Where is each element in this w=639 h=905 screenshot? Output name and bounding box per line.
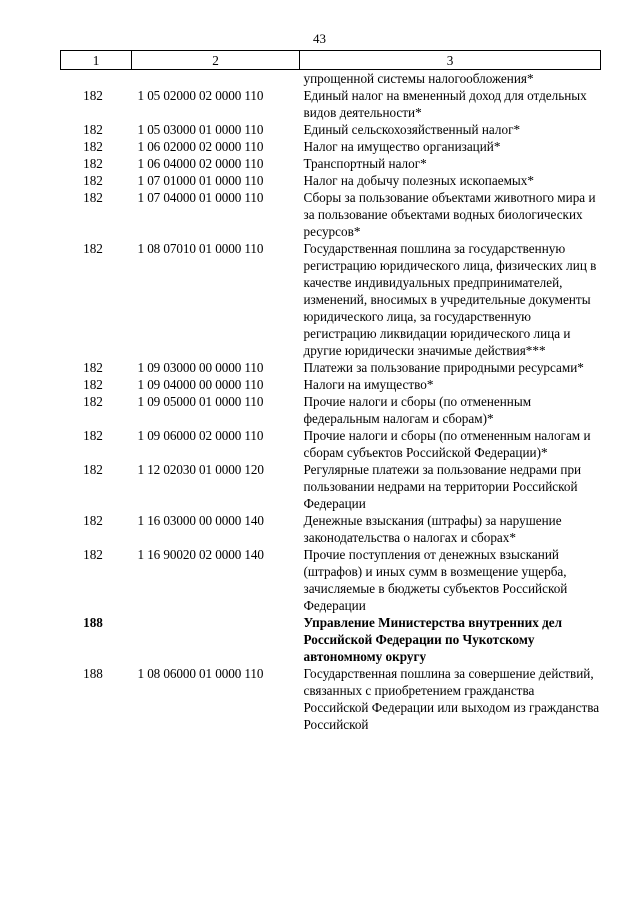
page-number: 43	[313, 31, 326, 46]
table-row	[61, 614, 601, 665]
revenue-name-cell: Единый сельскохозяйственный налог*	[303, 122, 521, 137]
header-col-2: 2	[132, 51, 300, 70]
revenue-name-cell: Прочие налоги и сборы (по отмененным федеральным налогам и сборам)*	[303, 394, 532, 426]
revenue-name-cell: Денежные взыскания (штрафы) за нарушение законодательства о налогах и сборах*	[303, 513, 562, 545]
revenue-name-cell: Налоги на имущество*	[303, 377, 434, 392]
table-row	[61, 155, 601, 172]
admin-code-cell: 182	[83, 360, 103, 375]
admin-code-cell: 188	[83, 615, 103, 630]
table-row	[61, 87, 601, 121]
budget-code-cell: 1 06 02000 02 0000 110	[137, 139, 264, 154]
admin-code-cell: 182	[83, 88, 103, 103]
budget-code-cell: 1 05 02000 02 0000 110	[137, 88, 264, 103]
table-row	[61, 546, 601, 614]
revenue-codes-table	[60, 50, 601, 733]
revenue-name-cell: Сборы за пользование объектами животного мира и за пользование объектами водных биологических ресурсов*	[303, 190, 596, 239]
revenue-name-cell: Управление Министерства внутренних дел Российской Федерации по Чукотскому автономному округу	[303, 615, 563, 664]
budget-code-cell: 1 09 03000 00 0000 110	[137, 360, 264, 375]
revenue-name-cell: Прочие поступления от денежных взысканий (штрафов) и иных сумм в возмещение ущерба, зачисляемые в бюджеты субъектов Российской Федерации	[303, 547, 568, 613]
admin-code-cell: 188	[83, 666, 103, 681]
admin-code-cell: 182	[83, 241, 103, 256]
admin-code-cell: 182	[83, 394, 103, 409]
budget-code-cell	[132, 70, 300, 88]
table-row	[61, 461, 601, 512]
table-row	[61, 376, 601, 393]
budget-code-cell: 1 09 06000 02 0000 110	[137, 428, 264, 443]
table-row	[61, 665, 601, 733]
admin-code-cell	[61, 70, 132, 88]
table-row	[61, 121, 601, 138]
table-row	[61, 172, 601, 189]
budget-code-cell: 1 16 90020 02 0000 140	[137, 547, 264, 562]
revenue-name-cell: Регулярные платежи за пользование недрами при пользовании недрами на территории Российской Федерации	[303, 462, 582, 511]
admin-code-cell: 182	[83, 428, 103, 443]
budget-code-cell	[132, 614, 300, 665]
admin-code-cell: 182	[83, 513, 103, 528]
table-header	[61, 51, 601, 70]
budget-code-cell: 1 09 04000 00 0000 110	[137, 377, 264, 392]
budget-code-cell: 1 07 01000 01 0000 110	[137, 173, 264, 188]
revenue-name-cell: Налог на имущество организаций*	[303, 139, 501, 154]
budget-code-cell: 1 09 05000 01 0000 110	[137, 394, 264, 409]
table-row	[61, 240, 601, 359]
budget-code-cell: 1 08 06000 01 0000 110	[137, 666, 264, 681]
budget-code-cell: 1 06 04000 02 0000 110	[137, 156, 264, 171]
admin-code-cell: 182	[83, 377, 103, 392]
revenue-name-cell: Налог на добычу полезных ископаемых*	[303, 173, 534, 188]
table-row	[61, 359, 601, 376]
admin-code-cell: 182	[83, 122, 103, 137]
revenue-name-cell: упрощенной системы налогообложения*	[303, 71, 534, 86]
admin-code-cell: 182	[83, 173, 103, 188]
table-body	[61, 70, 601, 734]
revenue-name-cell: Государственная пошлина за государственную регистрацию юридического лица, физических лиц в качестве индивидуальных предпринимателей, изменений, вносимых в учредительные документы юридического лица, за государственную регистрацию ликвидации юридического лица и другие юридически значимые действия***	[303, 241, 597, 358]
budget-code-cell: 1 12 02030 01 0000 120	[137, 462, 264, 477]
table-row	[61, 393, 601, 427]
table-row	[61, 138, 601, 155]
header-row	[61, 51, 601, 70]
table-row	[61, 70, 601, 88]
budget-code-cell: 1 05 03000 01 0000 110	[137, 122, 264, 137]
admin-code-cell: 182	[83, 190, 103, 205]
revenue-name-cell: Единый налог на вмененный доход для отдельных видов деятельности*	[303, 88, 587, 120]
revenue-name-cell: Прочие налоги и сборы (по отмененным налогам и сборам субъектов Российской Федерации)*	[303, 428, 591, 460]
budget-code-cell: 1 08 07010 01 0000 110	[137, 241, 264, 256]
header-col-1: 1	[61, 51, 132, 70]
table-row	[61, 427, 601, 461]
admin-code-cell: 182	[83, 547, 103, 562]
budget-code-cell: 1 07 04000 01 0000 110	[137, 190, 264, 205]
table-row	[61, 512, 601, 546]
admin-code-cell: 182	[83, 462, 103, 477]
revenue-name-cell: Транспортный налог*	[303, 156, 427, 171]
budget-code-cell: 1 16 03000 00 0000 140	[137, 513, 264, 528]
admin-code-cell: 182	[83, 139, 103, 154]
revenue-name-cell: Государственная пошлина за совершение действий, связанных с приобретением гражданства Российской Федерации или выходом из гражданства Российской	[303, 666, 600, 732]
revenue-name-cell: Платежи за пользование природными ресурсами*	[303, 360, 584, 375]
table-row	[61, 189, 601, 240]
header-col-3: 3	[300, 51, 601, 70]
admin-code-cell: 182	[83, 156, 103, 171]
